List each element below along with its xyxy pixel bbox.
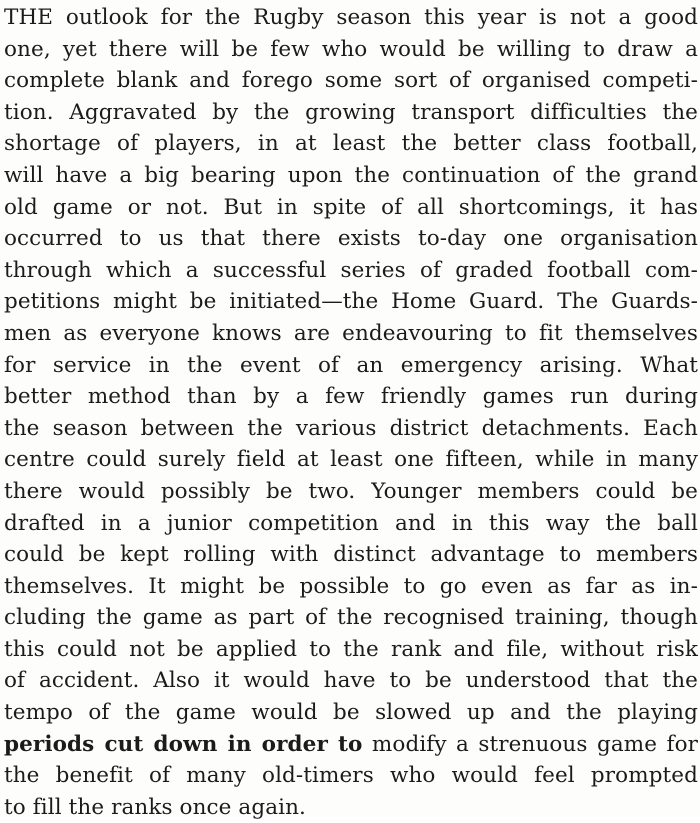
text-line: the benefit of many old-timers who would feel prompted: [4, 763, 698, 789]
text-line: this could not be applied to the rank and file, without risk: [4, 636, 698, 662]
text-line: of accident. Also it would have to be understood that the: [4, 668, 698, 694]
text-line-last: to fill the ranks once again.: [4, 794, 306, 820]
bold-run: periods cut down in order to: [4, 731, 363, 757]
text-line: old game or not. But in spite of all shortcomings, it has: [4, 194, 698, 220]
text-line: shortage of players, in at least the better class football,: [4, 131, 698, 157]
text-line-mixed-weight: [4, 729, 698, 761]
text-line: THE outlook for the Rugby season this year is not a good: [4, 5, 698, 30]
text-line: complete blank and forego some sort of organised competi-: [4, 68, 698, 94]
article-paragraph: [4, 2, 698, 823]
text-line: could be kept rolling with distinct advantage to members: [4, 542, 698, 568]
text-line: occurred to us that there exists to-day one organisation: [4, 226, 698, 252]
text-line: one, yet there will be few who would be willing to draw a: [4, 36, 698, 62]
text-line: for service in the event of an emergency arising. What: [4, 352, 698, 378]
text-line: cluding the game as part of the recognised training, though: [4, 605, 698, 631]
text-line: will have a big bearing upon the continuation of the grand: [4, 162, 698, 188]
text-line: tempo of the game would be slowed up and the playing: [4, 700, 698, 726]
regular-run: modify a strenuous game for: [362, 731, 698, 757]
text-line: petitions might be initiated—the Home Guard. The Guards-: [4, 289, 698, 315]
text-line: centre could surely field at least one fifteen, while in many: [4, 447, 698, 473]
text-line: drafted in a junior competition and in this way the ball: [4, 510, 698, 536]
text-line: better method than by a few friendly games run during: [4, 384, 698, 410]
text-line: there would possibly be two. Younger members could be: [4, 478, 698, 504]
text-line: tion. Aggravated by the growing transport difficulties the: [4, 99, 698, 125]
text-line: the season between the various district detachments. Each: [4, 415, 698, 441]
text-line: themselves. It might be possible to go even as far as in-: [4, 573, 698, 599]
text-line: through which a successful series of graded football com-: [4, 257, 698, 283]
text-line: men as everyone knows are endeavouring to fit themselves: [4, 320, 698, 346]
